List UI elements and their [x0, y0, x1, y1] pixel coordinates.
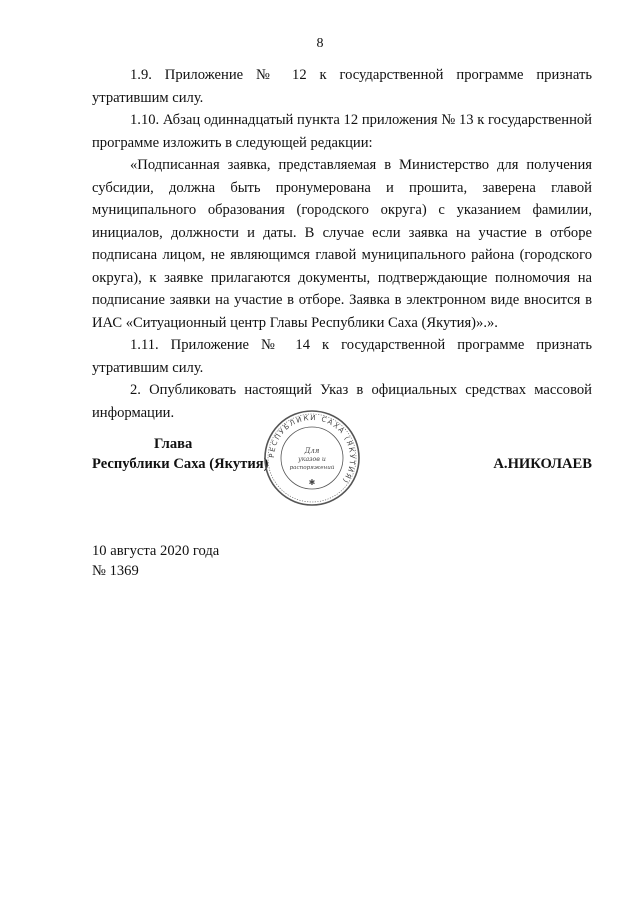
svg-text:Для: Для — [304, 447, 320, 455]
paragraph-1-9: 1.9. Приложение № 12 к государственной программе признать утратившим силу. — [92, 67, 592, 106]
signature-title: Глава — [154, 436, 193, 452]
signatory-name: А.НИКОЛАЕВ — [493, 456, 592, 472]
svg-text:распоряжений: распоряжений — [289, 465, 335, 471]
paragraph-2: 2. Опубликовать настоящий Указ в официальных средствах массовой информации. — [92, 382, 592, 421]
svg-text:указов и: указов и — [298, 456, 326, 463]
svg-text:РЕСПУБЛИКИ САХА (ЯКУТИЯ): РЕСПУБЛИКИ САХА (ЯКУТИЯ) — [267, 413, 357, 486]
official-seal-stamp — [262, 408, 362, 508]
paragraph-1-10: 1.10. Абзац одиннадцатый пункта 12 приложения № 13 к государственной программе изложить в следующей редакции: — [92, 112, 592, 151]
page-number: 8 — [316, 36, 324, 51]
document-date: 10 августа 2020 года — [92, 543, 220, 559]
document-date-block — [92, 541, 219, 581]
svg-text:✱: ✱ — [308, 478, 316, 487]
paragraph-1-11: 1.11. Приложение № 14 к государственной программе признать утратившим силу. — [92, 337, 592, 376]
signature-organization: Республики Саха (Якутия) — [92, 456, 269, 472]
document-body — [92, 64, 592, 424]
document-number: № 1369 — [92, 563, 139, 579]
paragraph-quote: «Подписанная заявка, представляемая в Министерство для получения субсидии, должна быть пронумерована и прошита, заверена главой муниципального образования (городского округа) с указанием фамилии, инициалов, должности и даты. В случае если заявка на участие в отборе подписана лицом, не являющимся главой муниципального района (городского округа), к заявке прилагаются документы, подтверждающие полномочия на подписание заявки на участие в отборе. Заявка в электронном виде вносится в ИАС «Ситуационный центр Главы Республики Саха (Якутия)».». — [92, 157, 592, 331]
